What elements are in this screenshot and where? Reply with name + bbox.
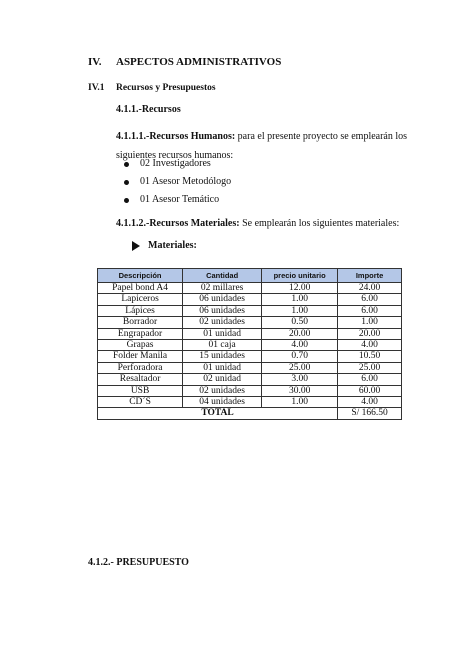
bullet-icon <box>124 162 129 167</box>
header-importe: Importe <box>338 269 402 283</box>
presupuesto-heading: 4.1.2.- PRESUPUESTO <box>88 557 189 568</box>
recursos-humanos-text: para el presente proyecto se emplearán los siguientes recursos humanos: <box>116 131 408 161</box>
table-row <box>98 351 402 362</box>
total-label: TOTAL <box>98 408 338 419</box>
table-row <box>98 385 402 396</box>
total-value: S/ 166.50 <box>338 408 402 419</box>
cell-cantidad: 06 unidades <box>183 305 262 316</box>
cell-cantidad: 06 unidades <box>183 294 262 305</box>
table-row <box>98 305 402 316</box>
cell-importe: 60.00 <box>338 385 402 396</box>
cell-precio: 4.00 <box>262 340 338 351</box>
cell-descripcion: Engrapador <box>98 328 183 339</box>
table-total-row <box>98 408 402 419</box>
table-row <box>98 374 402 385</box>
recursos-humanos-list <box>124 155 231 209</box>
section-number: IV. <box>88 56 102 68</box>
cell-importe: 4.00 <box>338 397 402 408</box>
cell-descripcion: Lápices <box>98 305 183 316</box>
cell-precio: 30.00 <box>262 385 338 396</box>
cell-importe: 6.00 <box>338 374 402 385</box>
cell-descripcion: Resaltador <box>98 374 183 385</box>
cell-importe: 20.00 <box>338 328 402 339</box>
subsection-number: IV.1 <box>88 83 105 93</box>
cell-importe: 1.00 <box>338 317 402 328</box>
list-item <box>124 155 231 173</box>
cell-cantidad: 02 unidades <box>183 317 262 328</box>
cell-importe: 25.00 <box>338 362 402 373</box>
cell-descripcion: USB <box>98 385 183 396</box>
cell-descripcion: Folder Manila <box>98 351 183 362</box>
table-row <box>98 317 402 328</box>
cell-cantidad: 02 unidad <box>183 374 262 385</box>
list-item-text: 01 Asesor Temático <box>140 194 220 205</box>
cell-precio: 1.00 <box>262 294 338 305</box>
cell-precio: 0.50 <box>262 317 338 328</box>
arrow-bullet-icon <box>132 241 140 251</box>
section-heading <box>88 56 281 68</box>
cell-importe: 6.00 <box>338 294 402 305</box>
cell-descripcion: Lapiceros <box>98 294 183 305</box>
table-row <box>98 294 402 305</box>
cell-descripcion: Papel bond A4 <box>98 283 183 294</box>
cell-precio: 1.00 <box>262 397 338 408</box>
cell-descripcion: CD´S <box>98 397 183 408</box>
list-item-text: 02 Investigadores <box>140 158 211 169</box>
header-descripcion: Descripción <box>98 269 183 283</box>
table-row <box>98 328 402 339</box>
table-row <box>98 283 402 294</box>
cell-cantidad: 01 unidad <box>183 328 262 339</box>
table-header-row <box>98 269 402 283</box>
bullet-icon <box>124 198 129 203</box>
cell-descripcion: Perforadora <box>98 362 183 373</box>
cell-precio: 25.00 <box>262 362 338 373</box>
table-row <box>98 340 402 351</box>
section-title: ASPECTOS ADMINISTRATIVOS <box>116 56 282 68</box>
recursos-materiales-label: 4.1.1.2.-Recursos Materiales: <box>116 218 240 229</box>
materiales-heading-text: Materiales: <box>148 240 197 251</box>
cell-importe: 4.00 <box>338 340 402 351</box>
cell-importe: 24.00 <box>338 283 402 294</box>
cell-cantidad: 01 caja <box>183 340 262 351</box>
subsection-heading <box>88 83 216 93</box>
cell-cantidad: 04 unidades <box>183 397 262 408</box>
subsection-title: Recursos y Presupuestos <box>116 83 216 93</box>
materials-table <box>97 268 402 420</box>
bullet-icon <box>124 180 129 185</box>
cell-cantidad: 01 unidad <box>183 362 262 373</box>
cell-importe: 6.00 <box>338 305 402 316</box>
cell-precio: 3.00 <box>262 374 338 385</box>
cell-cantidad: 02 millares <box>183 283 262 294</box>
cell-precio: 12.00 <box>262 283 338 294</box>
recursos-humanos-label: 4.1.1.1.-Recursos Humanos: <box>116 131 236 142</box>
cell-cantidad: 02 unidades <box>183 385 262 396</box>
table-row <box>98 397 402 408</box>
cell-precio: 1.00 <box>262 305 338 316</box>
cell-descripcion: Grapas <box>98 340 183 351</box>
list-item <box>124 191 231 209</box>
cell-descripcion: Borrador <box>98 317 183 328</box>
cell-precio: 0.70 <box>262 351 338 362</box>
materiales-heading <box>132 240 197 251</box>
recursos-materiales-paragraph <box>116 218 399 229</box>
header-cantidad: Cantidad <box>183 269 262 283</box>
header-precio-unitario: precio unitario <box>262 269 338 283</box>
cell-importe: 10.50 <box>338 351 402 362</box>
list-item <box>124 173 231 191</box>
cell-precio: 20.00 <box>262 328 338 339</box>
cell-cantidad: 15 unidades <box>183 351 262 362</box>
list-item-text: 01 Asesor Metodólogo <box>140 176 232 187</box>
table-row <box>98 362 402 373</box>
recursos-heading: 4.1.1.-Recursos <box>116 104 181 115</box>
recursos-materiales-text: Se emplearán los siguientes materiales: <box>239 218 400 229</box>
